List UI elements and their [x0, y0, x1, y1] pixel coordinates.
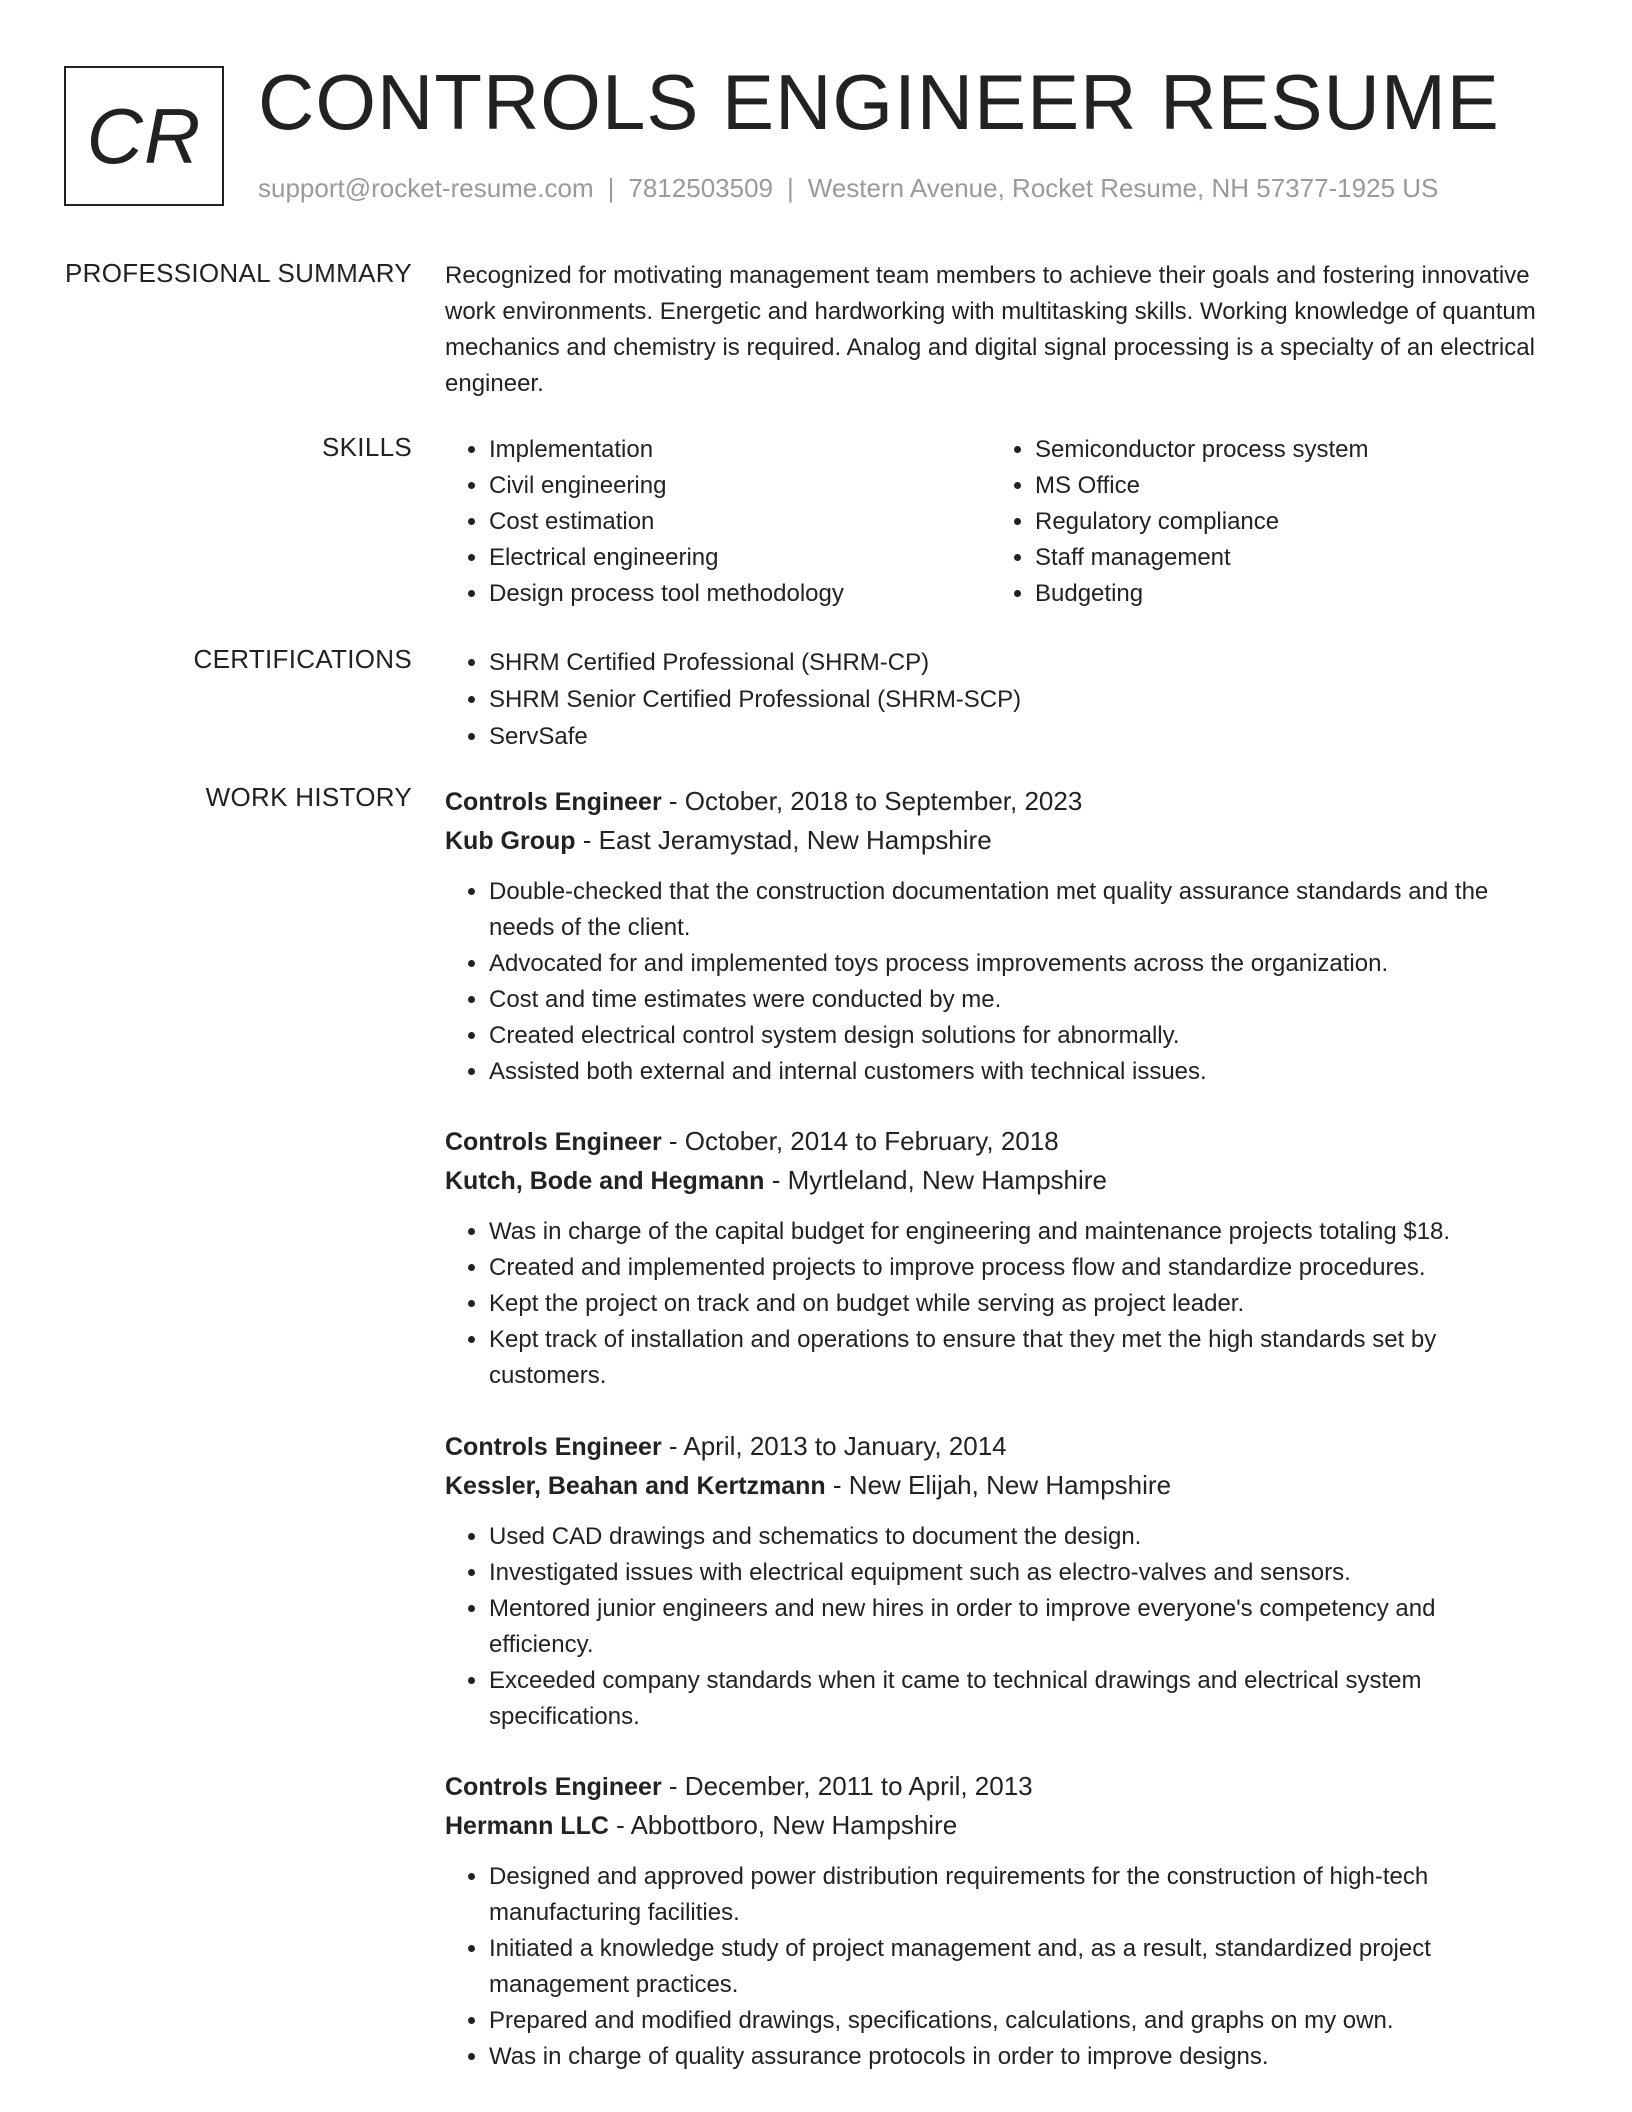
contact-line [258, 173, 1438, 204]
job-location: - Abbottboro, New Hampshire [608, 1810, 958, 1840]
job-bullet: • Prepared and modified drawings, specifications, calculations, and graphs on my own. [489, 2003, 1545, 2039]
certifications-label: CERTIFICATIONS [193, 644, 412, 674]
job-company-line [445, 821, 1545, 860]
job-dates: - October, 2014 to February, 2018 [661, 1126, 1059, 1156]
job-company: Kub Group [445, 827, 576, 855]
job-bullet: • Advocated for and implemented toys process improvements across the organization. [489, 946, 1545, 982]
job-bullet: • Designed and approved power distribution requirements for the construction of high-tech manufacturing facilities. [489, 1859, 1545, 1931]
job-bullet: • Kept the project on track and on budget while serving as project leader. [489, 1286, 1545, 1322]
job-title-line [445, 782, 1545, 821]
resume-title: CONTROLS ENGINEER RESUME [258, 58, 1500, 146]
job-bullet: • Initiated a knowledge study of project management and, as a result, standardized project management practices. [489, 1931, 1545, 2003]
skill-item: • Cost estimation [489, 504, 991, 540]
skill-item: • Regulatory compliance [1035, 504, 1537, 540]
skill-item: • Civil engineering [489, 468, 991, 504]
job-company-line [445, 1161, 1545, 1200]
job-bullet: • Assisted both external and internal customers with technical issues. [489, 1054, 1545, 1090]
contact-separator: | [607, 173, 615, 203]
job-bullet: • Double-checked that the construction documentation met quality assurance standards and the needs of the client. [489, 874, 1545, 946]
skills-label: SKILLS [322, 432, 412, 462]
skill-item: • Electrical engineering [489, 540, 991, 576]
monogram-initials: CR [86, 91, 202, 180]
contact-separator: | [787, 173, 794, 203]
job-entry [445, 1427, 1545, 1735]
job-dates: - April, 2013 to January, 2014 [661, 1431, 1007, 1461]
job-dates: - December, 2011 to April, 2013 [661, 1771, 1033, 1801]
job-bullet: • Cost and time estimates were conducted by me. [489, 982, 1545, 1018]
job-bullets [445, 1859, 1545, 2075]
job-title: Controls Engineer [445, 1773, 662, 1801]
job-entry [445, 1122, 1545, 1394]
certification-item: • SHRM Certified Professional (SHRM-CP) [489, 644, 1545, 681]
job-company: Kessler, Beahan and Kertzmann [445, 1472, 826, 1500]
job-entry [445, 782, 1545, 1090]
job-location: - East Jeramystad, New Hampshire [575, 825, 992, 855]
job-bullet: • Investigated issues with electrical equipment such as electro-valves and sensors. [489, 1555, 1545, 1591]
job-bullets [445, 1214, 1545, 1394]
skill-item: • Semiconductor process system [1035, 432, 1537, 468]
skill-item: • Design process tool methodology [489, 576, 991, 612]
job-dates: - October, 2018 to September, 2023 [661, 786, 1083, 816]
skills-list-left [445, 432, 991, 612]
skills-list-right [991, 432, 1537, 612]
job-title: Controls Engineer [445, 788, 662, 816]
job-bullet: • Created and implemented projects to improve process flow and standardize procedures. [489, 1250, 1545, 1286]
monogram-box [64, 66, 224, 206]
skill-item: • Implementation [489, 432, 991, 468]
job-entry [445, 1767, 1545, 2075]
job-location: - Myrtleland, New Hampshire [764, 1165, 1107, 1195]
job-bullets [445, 1519, 1545, 1735]
job-bullet: • Used CAD drawings and schematics to document the design. [489, 1519, 1545, 1555]
skill-item: • MS Office [1035, 468, 1537, 504]
job-bullet: • Created electrical control system design solutions for abnormally. [489, 1018, 1545, 1054]
certification-item: • SHRM Senior Certified Professional (SHRM-SCP) [489, 681, 1545, 718]
summary-text: Recognized for motivating management team members to achieve their goals and fostering innovative work environments. Energetic and hardworking with multitasking skills. Working knowledge of quantum mechanics and chemistry is required. Analog and digital signal processing is a specialty of an electrical engineer. [445, 262, 1536, 397]
job-title-line [445, 1767, 1545, 1806]
job-bullets [445, 874, 1545, 1090]
skills-columns [445, 432, 1545, 612]
job-bullet: • Exceeded company standards when it came to technical drawings and electrical system specifications. [489, 1663, 1545, 1735]
job-company: Kutch, Bode and Hegmann [445, 1167, 765, 1195]
job-company-line [445, 1466, 1545, 1505]
job-bullet: • Mentored junior engineers and new hires in order to improve everyone's competency and efficiency. [489, 1591, 1545, 1663]
job-company-line [445, 1806, 1545, 1845]
job-title-line [445, 1122, 1545, 1161]
job-title: Controls Engineer [445, 1433, 662, 1461]
summary-label: PROFESSIONAL SUMMARY [65, 258, 412, 288]
job-title: Controls Engineer [445, 1128, 662, 1156]
contact-email[interactable]: support@rocket-resume.com [258, 173, 594, 203]
job-location: - New Elijah, New Hampshire [825, 1470, 1172, 1500]
contact-address: Western Avenue, Rocket Resume, NH 57377-1925 US [807, 173, 1439, 203]
job-bullet: • Was in charge of the capital budget for engineering and maintenance projects totaling $18. [489, 1214, 1545, 1250]
certifications-list [445, 644, 1545, 755]
certifications-body [445, 644, 1545, 755]
job-bullet: • Kept track of installation and operations to ensure that they met the high standards set by customers. [489, 1322, 1545, 1394]
job-company: Hermann LLC [445, 1812, 609, 1840]
job-title-line [445, 1427, 1545, 1466]
work-history-label: WORK HISTORY [205, 782, 412, 812]
skill-item: • Budgeting [1035, 576, 1537, 612]
contact-phone[interactable]: 7812503509 [628, 173, 773, 203]
skill-item: • Staff management [1035, 540, 1537, 576]
certification-item: • ServSafe [489, 718, 1545, 755]
job-bullet: • Was in charge of quality assurance protocols in order to improve designs. [489, 2039, 1545, 2075]
